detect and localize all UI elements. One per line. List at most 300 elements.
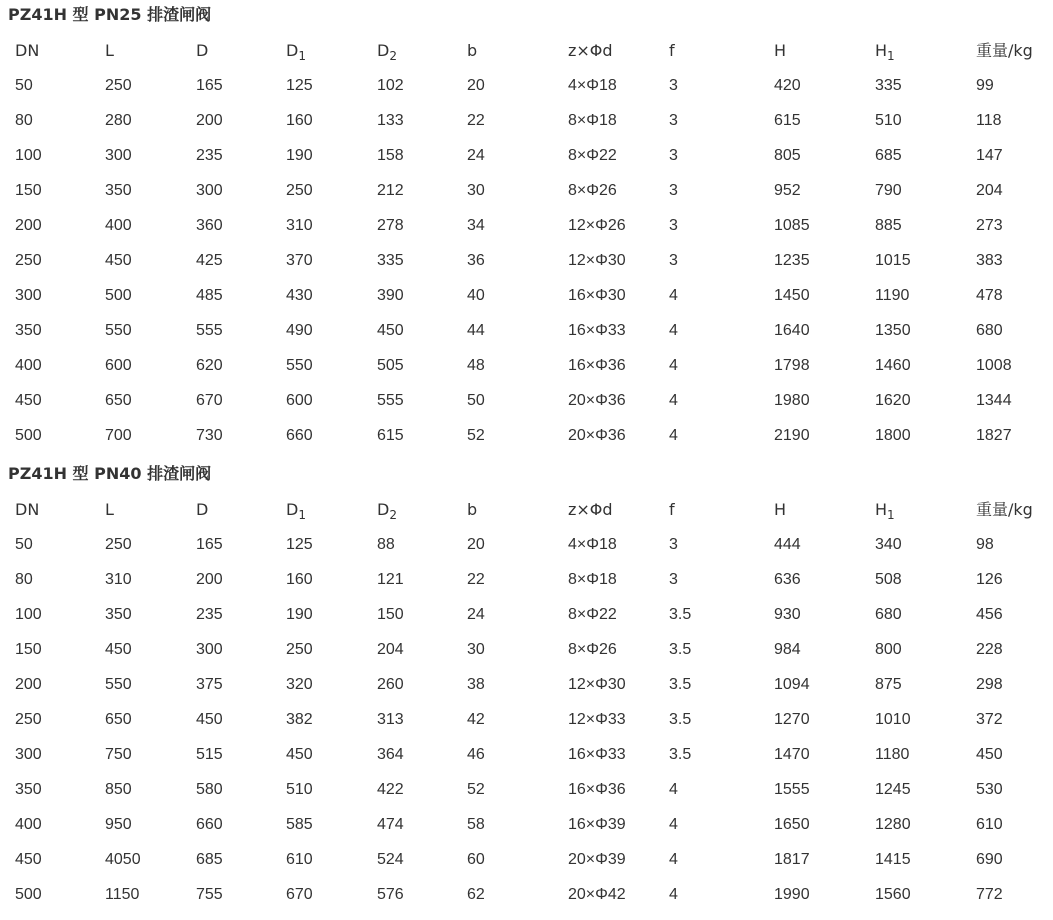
table-cell: 50	[467, 392, 485, 409]
table-cell: 4	[669, 816, 678, 833]
table-cell: 200	[15, 676, 42, 693]
table-cell: 38	[467, 676, 485, 693]
table-cell: 102	[377, 77, 404, 94]
table-cell: 984	[774, 641, 801, 658]
table-cell: 160	[286, 571, 313, 588]
table-cell: 44	[467, 322, 485, 339]
table-cell: 24	[467, 147, 485, 164]
column-header-label: 重量/kg	[976, 500, 1033, 519]
table-cell: 60	[467, 851, 485, 868]
table-cell: 4×Φ18	[568, 536, 617, 553]
table-cell: 620	[196, 357, 223, 374]
table-cell: 4	[669, 322, 678, 339]
table-cell: 204	[377, 641, 404, 658]
table-cell: 200	[196, 571, 223, 588]
table-row	[0, 208, 1053, 243]
table-cell: 42	[467, 711, 485, 728]
table-cell: 158	[377, 147, 404, 164]
table-cell: 430	[286, 287, 313, 304]
table-cell: 125	[286, 77, 313, 94]
table-cell: 1415	[875, 851, 911, 868]
table-cell: 580	[196, 781, 223, 798]
column-header	[860, 492, 961, 527]
column-header-label: D	[286, 500, 299, 519]
table-cell: 1270	[774, 711, 810, 728]
table-row	[0, 348, 1053, 383]
table-cell: 444	[774, 536, 801, 553]
table-cell: 550	[286, 357, 313, 374]
table-cell: 100	[15, 147, 42, 164]
table-cell: 350	[15, 781, 42, 798]
table-cell: 372	[976, 711, 1003, 728]
table-cell: 730	[196, 427, 223, 444]
table-cell: 20×Φ39	[568, 851, 626, 868]
column-header-subscript: 1	[298, 508, 306, 522]
table-cell: 670	[286, 886, 313, 903]
table-row	[0, 243, 1053, 278]
table-cell: 300	[105, 147, 132, 164]
table-cell: 228	[976, 641, 1003, 658]
table-cell: 425	[196, 252, 223, 269]
table-cell: 636	[774, 571, 801, 588]
table-cell: 310	[286, 217, 313, 234]
table-row	[0, 278, 1053, 313]
column-header	[654, 33, 759, 68]
table-cell: 8×Φ22	[568, 147, 617, 164]
table-cell: 16×Φ39	[568, 816, 626, 833]
table-row	[0, 313, 1053, 348]
table-cell: 805	[774, 147, 801, 164]
table-cell: 12×Φ26	[568, 217, 626, 234]
table-cell: 165	[196, 77, 223, 94]
table-cell: 555	[196, 322, 223, 339]
table-cell: 450	[15, 392, 42, 409]
table-cell: 8×Φ26	[568, 641, 617, 658]
table-cell: 46	[467, 746, 485, 763]
spec-table-pn40	[0, 492, 1053, 912]
table-cell: 3	[669, 182, 678, 199]
table-cell: 204	[976, 182, 1003, 199]
table-cell: 3	[669, 536, 678, 553]
table-cell: 52	[467, 781, 485, 798]
table-cell: 50	[15, 77, 33, 94]
table-cell: 360	[196, 217, 223, 234]
table-row	[0, 667, 1053, 702]
table-cell: 190	[286, 147, 313, 164]
table-cell: 2190	[774, 427, 810, 444]
table-cell: 885	[875, 217, 902, 234]
table-cell: 670	[196, 392, 223, 409]
table-cell: 22	[467, 112, 485, 129]
table-cell: 3.5	[669, 676, 692, 693]
column-header-label: b	[467, 500, 478, 519]
table-cell: 250	[286, 641, 313, 658]
table-cell: 3.5	[669, 606, 692, 623]
table-cell: 370	[286, 252, 313, 269]
table-cell: 3	[669, 112, 678, 129]
table-cell: 510	[875, 112, 902, 129]
table-cell: 450	[286, 746, 313, 763]
column-header	[553, 33, 654, 68]
table-cell: 1010	[875, 711, 911, 728]
table-cell: 420	[774, 77, 801, 94]
table-cell: 4	[669, 357, 678, 374]
table-row	[0, 418, 1053, 453]
table-cell: 3	[669, 217, 678, 234]
table-cell: 478	[976, 287, 1003, 304]
table-cell: 1827	[976, 427, 1012, 444]
column-header-subscript: 2	[389, 508, 397, 522]
table-cell: 8×Φ26	[568, 182, 617, 199]
table-cell: 1470	[774, 746, 810, 763]
column-header	[271, 492, 362, 527]
table-cell: 500	[15, 886, 42, 903]
table-cell: 755	[196, 886, 223, 903]
table-cell: 99	[976, 77, 994, 94]
table-cell: 680	[875, 606, 902, 623]
column-header	[759, 492, 860, 527]
table-cell: 88	[377, 536, 395, 553]
column-header-label: b	[467, 41, 478, 60]
table-cell: 250	[105, 77, 132, 94]
table-cell: 650	[105, 711, 132, 728]
table-cell: 550	[105, 676, 132, 693]
column-header-label: f	[669, 500, 675, 519]
column-header	[759, 33, 860, 68]
column-header	[90, 492, 181, 527]
table-row	[0, 737, 1053, 772]
table-row	[0, 877, 1053, 912]
table-cell: 118	[976, 112, 1002, 129]
table-cell: 610	[286, 851, 313, 868]
column-header-label: f	[669, 41, 675, 60]
table-cell: 1180	[875, 746, 910, 763]
table-cell: 456	[976, 606, 1003, 623]
table-cell: 390	[377, 287, 404, 304]
table-cell: 450	[15, 851, 42, 868]
table-cell: 1015	[875, 252, 911, 269]
table-cell: 350	[105, 182, 132, 199]
table-cell: 610	[976, 816, 1003, 833]
column-header	[452, 33, 553, 68]
table-cell: 3.5	[669, 641, 692, 658]
column-header-label: DN	[15, 41, 40, 60]
table-cell: 690	[976, 851, 1003, 868]
table-cell: 125	[286, 536, 313, 553]
table-cell: 24	[467, 606, 485, 623]
table-cell: 600	[105, 357, 132, 374]
table-cell: 1450	[774, 287, 810, 304]
table-cell: 30	[467, 182, 485, 199]
column-header	[0, 33, 90, 68]
table-cell: 490	[286, 322, 313, 339]
table-row	[0, 562, 1053, 597]
table-cell: 400	[15, 357, 42, 374]
column-header	[271, 33, 362, 68]
table-cell: 335	[875, 77, 902, 94]
table-cell: 1245	[875, 781, 911, 798]
table-row	[0, 842, 1053, 877]
column-header	[452, 492, 553, 527]
table-cell: 20×Φ42	[568, 886, 626, 903]
table-cell: 364	[377, 746, 404, 763]
table-cell: 20×Φ36	[568, 392, 626, 409]
table-cell: 1460	[875, 357, 911, 374]
table-cell: 510	[286, 781, 313, 798]
table-cell: 1620	[875, 392, 911, 409]
table-cell: 3	[669, 77, 678, 94]
column-header	[0, 492, 90, 527]
table-cell: 340	[875, 536, 902, 553]
table-cell: 126	[976, 571, 1003, 588]
table-cell: 212	[377, 182, 404, 199]
table-cell: 1190	[875, 287, 910, 304]
table-cell: 508	[875, 571, 902, 588]
table-cell: 58	[467, 816, 485, 833]
table-cell: 450	[105, 252, 132, 269]
table-cell: 3.5	[669, 746, 692, 763]
table-cell: 800	[875, 641, 902, 658]
table-cell: 147	[976, 147, 1003, 164]
table-cell: 98	[976, 536, 994, 553]
table-cell: 850	[105, 781, 132, 798]
table-cell: 576	[377, 886, 404, 903]
table-cell: 382	[286, 711, 313, 728]
table-cell: 952	[774, 182, 801, 199]
table-cell: 20×Φ36	[568, 427, 626, 444]
table-cell: 615	[377, 427, 404, 444]
table-cell: 150	[15, 641, 42, 658]
column-header-subscript: 1	[298, 49, 306, 63]
table-cell: 772	[976, 886, 1003, 903]
table-row	[0, 702, 1053, 737]
table-cell: 422	[377, 781, 404, 798]
column-header-label: L	[105, 41, 114, 60]
table-cell: 133	[377, 112, 404, 129]
table-cell: 300	[15, 746, 42, 763]
table-cell: 121	[377, 571, 404, 588]
table-cell: 8×Φ22	[568, 606, 617, 623]
table-cell: 20	[467, 77, 485, 94]
table-cell: 400	[15, 816, 42, 833]
table-cell: 660	[196, 816, 223, 833]
column-header-subscript: 2	[389, 49, 397, 63]
table-cell: 273	[976, 217, 1003, 234]
table-cell: 278	[377, 217, 404, 234]
table-cell: 300	[196, 641, 223, 658]
table-cell: 550	[105, 322, 132, 339]
table-cell: 48	[467, 357, 485, 374]
column-header-label: D	[377, 500, 390, 519]
table-cell: 80	[15, 112, 33, 129]
table-cell: 52	[467, 427, 485, 444]
table-cell: 1280	[875, 816, 911, 833]
table-cell: 335	[377, 252, 404, 269]
table-row	[0, 597, 1053, 632]
table-cell: 34	[467, 217, 485, 234]
table-cell: 1990	[774, 886, 810, 903]
column-header	[961, 33, 1053, 68]
table-cell: 600	[286, 392, 313, 409]
column-header-label: z×Φd	[568, 500, 613, 519]
table-cell: 383	[976, 252, 1003, 269]
column-header-label: H	[875, 500, 888, 519]
table-row	[0, 103, 1053, 138]
column-header-label: DN	[15, 500, 40, 519]
table-cell: 200	[15, 217, 42, 234]
column-header-label: L	[105, 500, 114, 519]
table-row	[0, 173, 1053, 208]
table-row	[0, 383, 1053, 418]
table-cell: 8×Φ18	[568, 112, 617, 129]
column-header-subscript: 1	[887, 508, 895, 522]
table-cell: 3	[669, 147, 678, 164]
table-cell: 280	[105, 112, 132, 129]
table-cell: 615	[774, 112, 801, 129]
table-cell: 375	[196, 676, 223, 693]
column-header	[362, 33, 452, 68]
table-cell: 524	[377, 851, 404, 868]
table-cell: 1555	[774, 781, 810, 798]
table-row	[0, 68, 1053, 103]
spec-table-pn25	[0, 33, 1053, 453]
table-cell: 1817	[774, 851, 810, 868]
table-header-row	[0, 492, 1053, 527]
table-cell: 313	[377, 711, 404, 728]
table-cell: 4	[669, 851, 678, 868]
table-cell: 1560	[875, 886, 911, 903]
table-row	[0, 138, 1053, 173]
column-header-label: D	[196, 500, 209, 519]
table-cell: 4	[669, 781, 678, 798]
table-row	[0, 632, 1053, 667]
table-cell: 1085	[774, 217, 810, 234]
table-cell: 150	[15, 182, 42, 199]
column-header-label: D	[286, 41, 299, 60]
table-cell: 250	[286, 182, 313, 199]
table-cell: 1094	[774, 676, 810, 693]
table-cell: 1980	[774, 392, 810, 409]
table-cell: 474	[377, 816, 404, 833]
table-cell: 250	[15, 252, 42, 269]
table-cell: 450	[105, 641, 132, 658]
table-cell: 250	[105, 536, 132, 553]
table-cell: 1150	[105, 886, 140, 903]
table-row	[0, 807, 1053, 842]
table-cell: 450	[976, 746, 1003, 763]
table-cell: 100	[15, 606, 42, 623]
table-cell: 650	[105, 392, 132, 409]
table-header-row	[0, 33, 1053, 68]
column-header-label: D	[196, 41, 209, 60]
table-cell: 505	[377, 357, 404, 374]
table-cell: 165	[196, 536, 223, 553]
table-row	[0, 527, 1053, 562]
table-cell: 30	[467, 641, 485, 658]
table-cell: 12×Φ30	[568, 676, 626, 693]
table-cell: 16×Φ30	[568, 287, 626, 304]
table-cell: 485	[196, 287, 223, 304]
table-cell: 4	[669, 886, 678, 903]
table-cell: 12×Φ30	[568, 252, 626, 269]
table-row	[0, 772, 1053, 807]
column-header	[654, 492, 759, 527]
table-cell: 585	[286, 816, 313, 833]
table-cell: 400	[105, 217, 132, 234]
table-cell: 530	[976, 781, 1003, 798]
column-header-label: H	[774, 41, 787, 60]
table-cell: 1800	[875, 427, 911, 444]
table-cell: 350	[15, 322, 42, 339]
table-cell: 1640	[774, 322, 810, 339]
column-header	[860, 33, 961, 68]
table-cell: 300	[196, 182, 223, 199]
table-cell: 3	[669, 252, 678, 269]
table-cell: 190	[286, 606, 313, 623]
table-cell: 1008	[976, 357, 1012, 374]
table-cell: 298	[976, 676, 1003, 693]
table-cell: 160	[286, 112, 313, 129]
table-cell: 3	[669, 571, 678, 588]
table-cell: 80	[15, 571, 33, 588]
table-cell: 500	[105, 287, 132, 304]
table-cell: 22	[467, 571, 485, 588]
column-header-label: 重量/kg	[976, 41, 1033, 60]
column-header-label: H	[875, 41, 888, 60]
column-header-label: z×Φd	[568, 41, 613, 60]
table-cell: 8×Φ18	[568, 571, 617, 588]
table-cell: 875	[875, 676, 902, 693]
table-title-pn40: PZ41H 型 PN40 排渣闸阀	[8, 464, 212, 483]
table-cell: 310	[105, 571, 132, 588]
table-cell: 685	[196, 851, 223, 868]
table-cell: 4050	[105, 851, 141, 868]
table-cell: 680	[976, 322, 1003, 339]
table-cell: 4	[669, 287, 678, 304]
column-header	[90, 33, 181, 68]
table-cell: 450	[196, 711, 223, 728]
table-cell: 3.5	[669, 711, 692, 728]
table-cell: 300	[15, 287, 42, 304]
table-cell: 16×Φ33	[568, 322, 626, 339]
table-cell: 685	[875, 147, 902, 164]
table-cell: 16×Φ33	[568, 746, 626, 763]
table-cell: 1798	[774, 357, 810, 374]
table-cell: 790	[875, 182, 902, 199]
table-title-pn25: PZ41H 型 PN25 排渣闸阀	[8, 5, 212, 24]
table-cell: 700	[105, 427, 132, 444]
table-cell: 950	[105, 816, 132, 833]
table-cell: 930	[774, 606, 801, 623]
table-cell: 1650	[774, 816, 810, 833]
table-cell: 16×Φ36	[568, 781, 626, 798]
column-header	[362, 492, 452, 527]
table-cell: 40	[467, 287, 485, 304]
table-cell: 36	[467, 252, 485, 269]
table-cell: 4	[669, 427, 678, 444]
table-cell: 1235	[774, 252, 810, 269]
table-cell: 1350	[875, 322, 911, 339]
table-cell: 50	[15, 536, 33, 553]
column-header	[961, 492, 1053, 527]
table-cell: 750	[105, 746, 132, 763]
table-cell: 20	[467, 536, 485, 553]
table-cell: 260	[377, 676, 404, 693]
column-header-subscript: 1	[887, 49, 895, 63]
table-cell: 62	[467, 886, 485, 903]
table-cell: 235	[196, 147, 223, 164]
table-cell: 4	[669, 392, 678, 409]
